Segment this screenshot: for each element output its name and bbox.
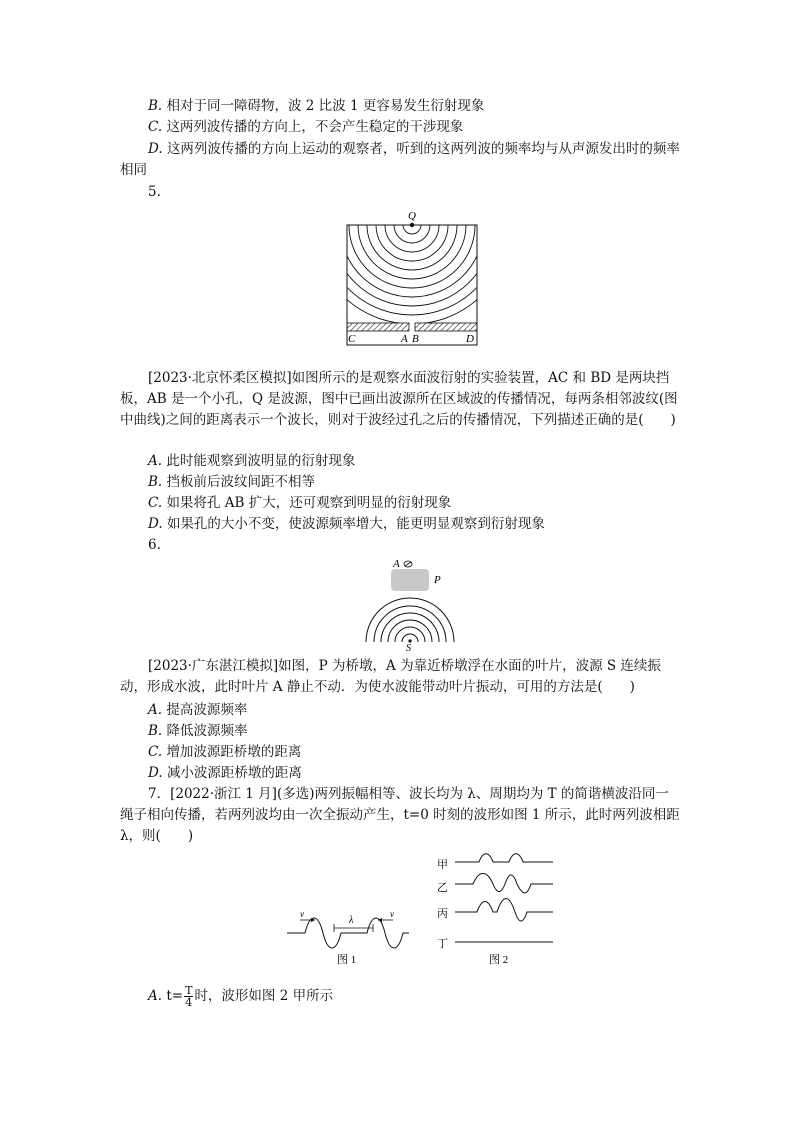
- row-label-jia: 甲: [437, 859, 448, 871]
- label-s: S: [406, 643, 411, 651]
- option-text: 如果将孔 AB 扩大，还可观察到明显的衍射现象: [166, 495, 452, 511]
- figure-2-caption: 图 2: [489, 954, 509, 966]
- option-label: D.: [148, 141, 163, 157]
- option-text: 降低波源频率: [166, 723, 248, 739]
- pier-p: [391, 569, 429, 591]
- option-label: C.: [148, 744, 163, 760]
- option-text: 提高波源频率: [166, 702, 248, 718]
- wavefront: [374, 606, 446, 642]
- option-prefix: t=: [166, 988, 184, 1004]
- option-text: 时，波形如图 2 甲所示: [194, 988, 334, 1004]
- q5-number: 5.: [148, 184, 161, 200]
- figure-1-caption: 图 1: [337, 954, 357, 966]
- lambda-label: λ: [349, 915, 354, 926]
- label-p: P: [434, 574, 441, 586]
- q6-option-b: [148, 721, 248, 741]
- option-label: A.: [148, 702, 163, 718]
- wavefront: [388, 620, 432, 642]
- option-label: B.: [148, 723, 163, 739]
- option-label: D.: [148, 765, 163, 781]
- q7-figure-2: [435, 850, 560, 968]
- barrier-ac: [347, 323, 409, 331]
- option-label: C.: [148, 495, 163, 511]
- waveform-yi: [455, 874, 553, 894]
- label-a: A: [401, 333, 408, 345]
- waveform-jia: [455, 854, 553, 862]
- label-a: A: [393, 558, 400, 570]
- q5-option-d: [148, 514, 545, 534]
- label-d: D: [466, 333, 474, 345]
- label-c: C: [348, 333, 356, 345]
- fraction: [184, 985, 193, 1008]
- label-q: Q: [408, 210, 416, 222]
- leaf-a-icon: [404, 561, 412, 567]
- option-text: 相对于同一障碍物，波 2 比波 1 更容易发生衍射现象: [166, 98, 485, 114]
- waveform: [287, 918, 409, 948]
- row-label-yi: 乙: [437, 882, 448, 894]
- q6-option-c: [148, 742, 301, 762]
- option-label: A.: [148, 453, 163, 469]
- q6-number: 6.: [148, 537, 161, 553]
- option-text: 这两列波传播的方向上，不会产生稳定的干涉现象: [166, 119, 464, 135]
- q5-diffraction-figure: [340, 205, 485, 353]
- fraction-numerator: T: [185, 984, 193, 997]
- option-label: B.: [148, 474, 163, 490]
- label-b: B: [412, 333, 419, 345]
- q6-option-a: [148, 700, 247, 720]
- q6-stem: [2023·广东湛江模拟]如图，P 为桥墩，A 为靠近桥墩浮在水面的叶片，波源 S 连续振动，形成水波，此时叶片 A 静止不动．为使水波能带动叶片振动，可用的方法是( ): [120, 658, 661, 695]
- v-left-label: v: [300, 909, 304, 919]
- q7-option-a: [148, 984, 333, 1008]
- option-text: 挡板前后波纹间距不相等: [166, 474, 316, 490]
- q5-option-c: [148, 493, 451, 513]
- option-label: C.: [148, 119, 163, 135]
- option-text: 减小波源距桥墩的距离: [166, 765, 302, 781]
- q5-option-b: [148, 472, 315, 492]
- q4-option-c: [148, 117, 463, 137]
- fraction-denominator: 4: [185, 996, 193, 1009]
- option-label: B.: [148, 98, 163, 114]
- option-text: 如果孔的大小不变，使波源频率增大，能更明显观察到衍射现象: [166, 516, 545, 532]
- option-text: 这两列波传播的方向上运动的观察者，听到的这两列波的频率均与从声源发出时的频率相同: [120, 141, 680, 178]
- q5-option-a: [148, 451, 355, 471]
- row-label-ding: 丁: [437, 938, 448, 950]
- option-label: D.: [148, 516, 163, 532]
- source-q-dot: [410, 223, 414, 227]
- q5-stem: [2023·北京怀柔区模拟]如图所示的是观察水面波衍射的实验装置，AC 和 BD 是两块挡板，AB 是一个小孔，Q 是波源，图中已画出波源所在区域波的传播情况，每两条相邻波纹(图中曲线)之间的距离表示一个波长，则对于波经过孔之后的传播情况，下列描述正确的是( ): [120, 370, 678, 428]
- q7-stem: 7．[2022·浙江 1 月](多选)两列振幅相等、波长均为 λ、周期均为 T 的简谐横波沿同一绳子相向传播，若两列波均由一次全振动产生，t=0 时刻的波形如图 1 所示，此时两列波相距 λ，则( ): [120, 786, 680, 844]
- option-text: 此时能观察到波明显的衍射现象: [166, 453, 356, 469]
- q4-option-d: [120, 139, 680, 181]
- q7-figure-1: [285, 905, 411, 967]
- waveform-bing: [455, 899, 553, 922]
- q6-pier-figure: [360, 555, 460, 651]
- option-label: A.: [148, 988, 163, 1004]
- option-text: 增加波源距桥墩的距离: [166, 744, 302, 760]
- q6-option-d: [148, 763, 302, 783]
- v-right-label: v: [390, 909, 394, 919]
- row-label-bing: 丙: [437, 908, 448, 920]
- barrier-bd: [415, 323, 477, 331]
- q4-option-b: [148, 96, 484, 116]
